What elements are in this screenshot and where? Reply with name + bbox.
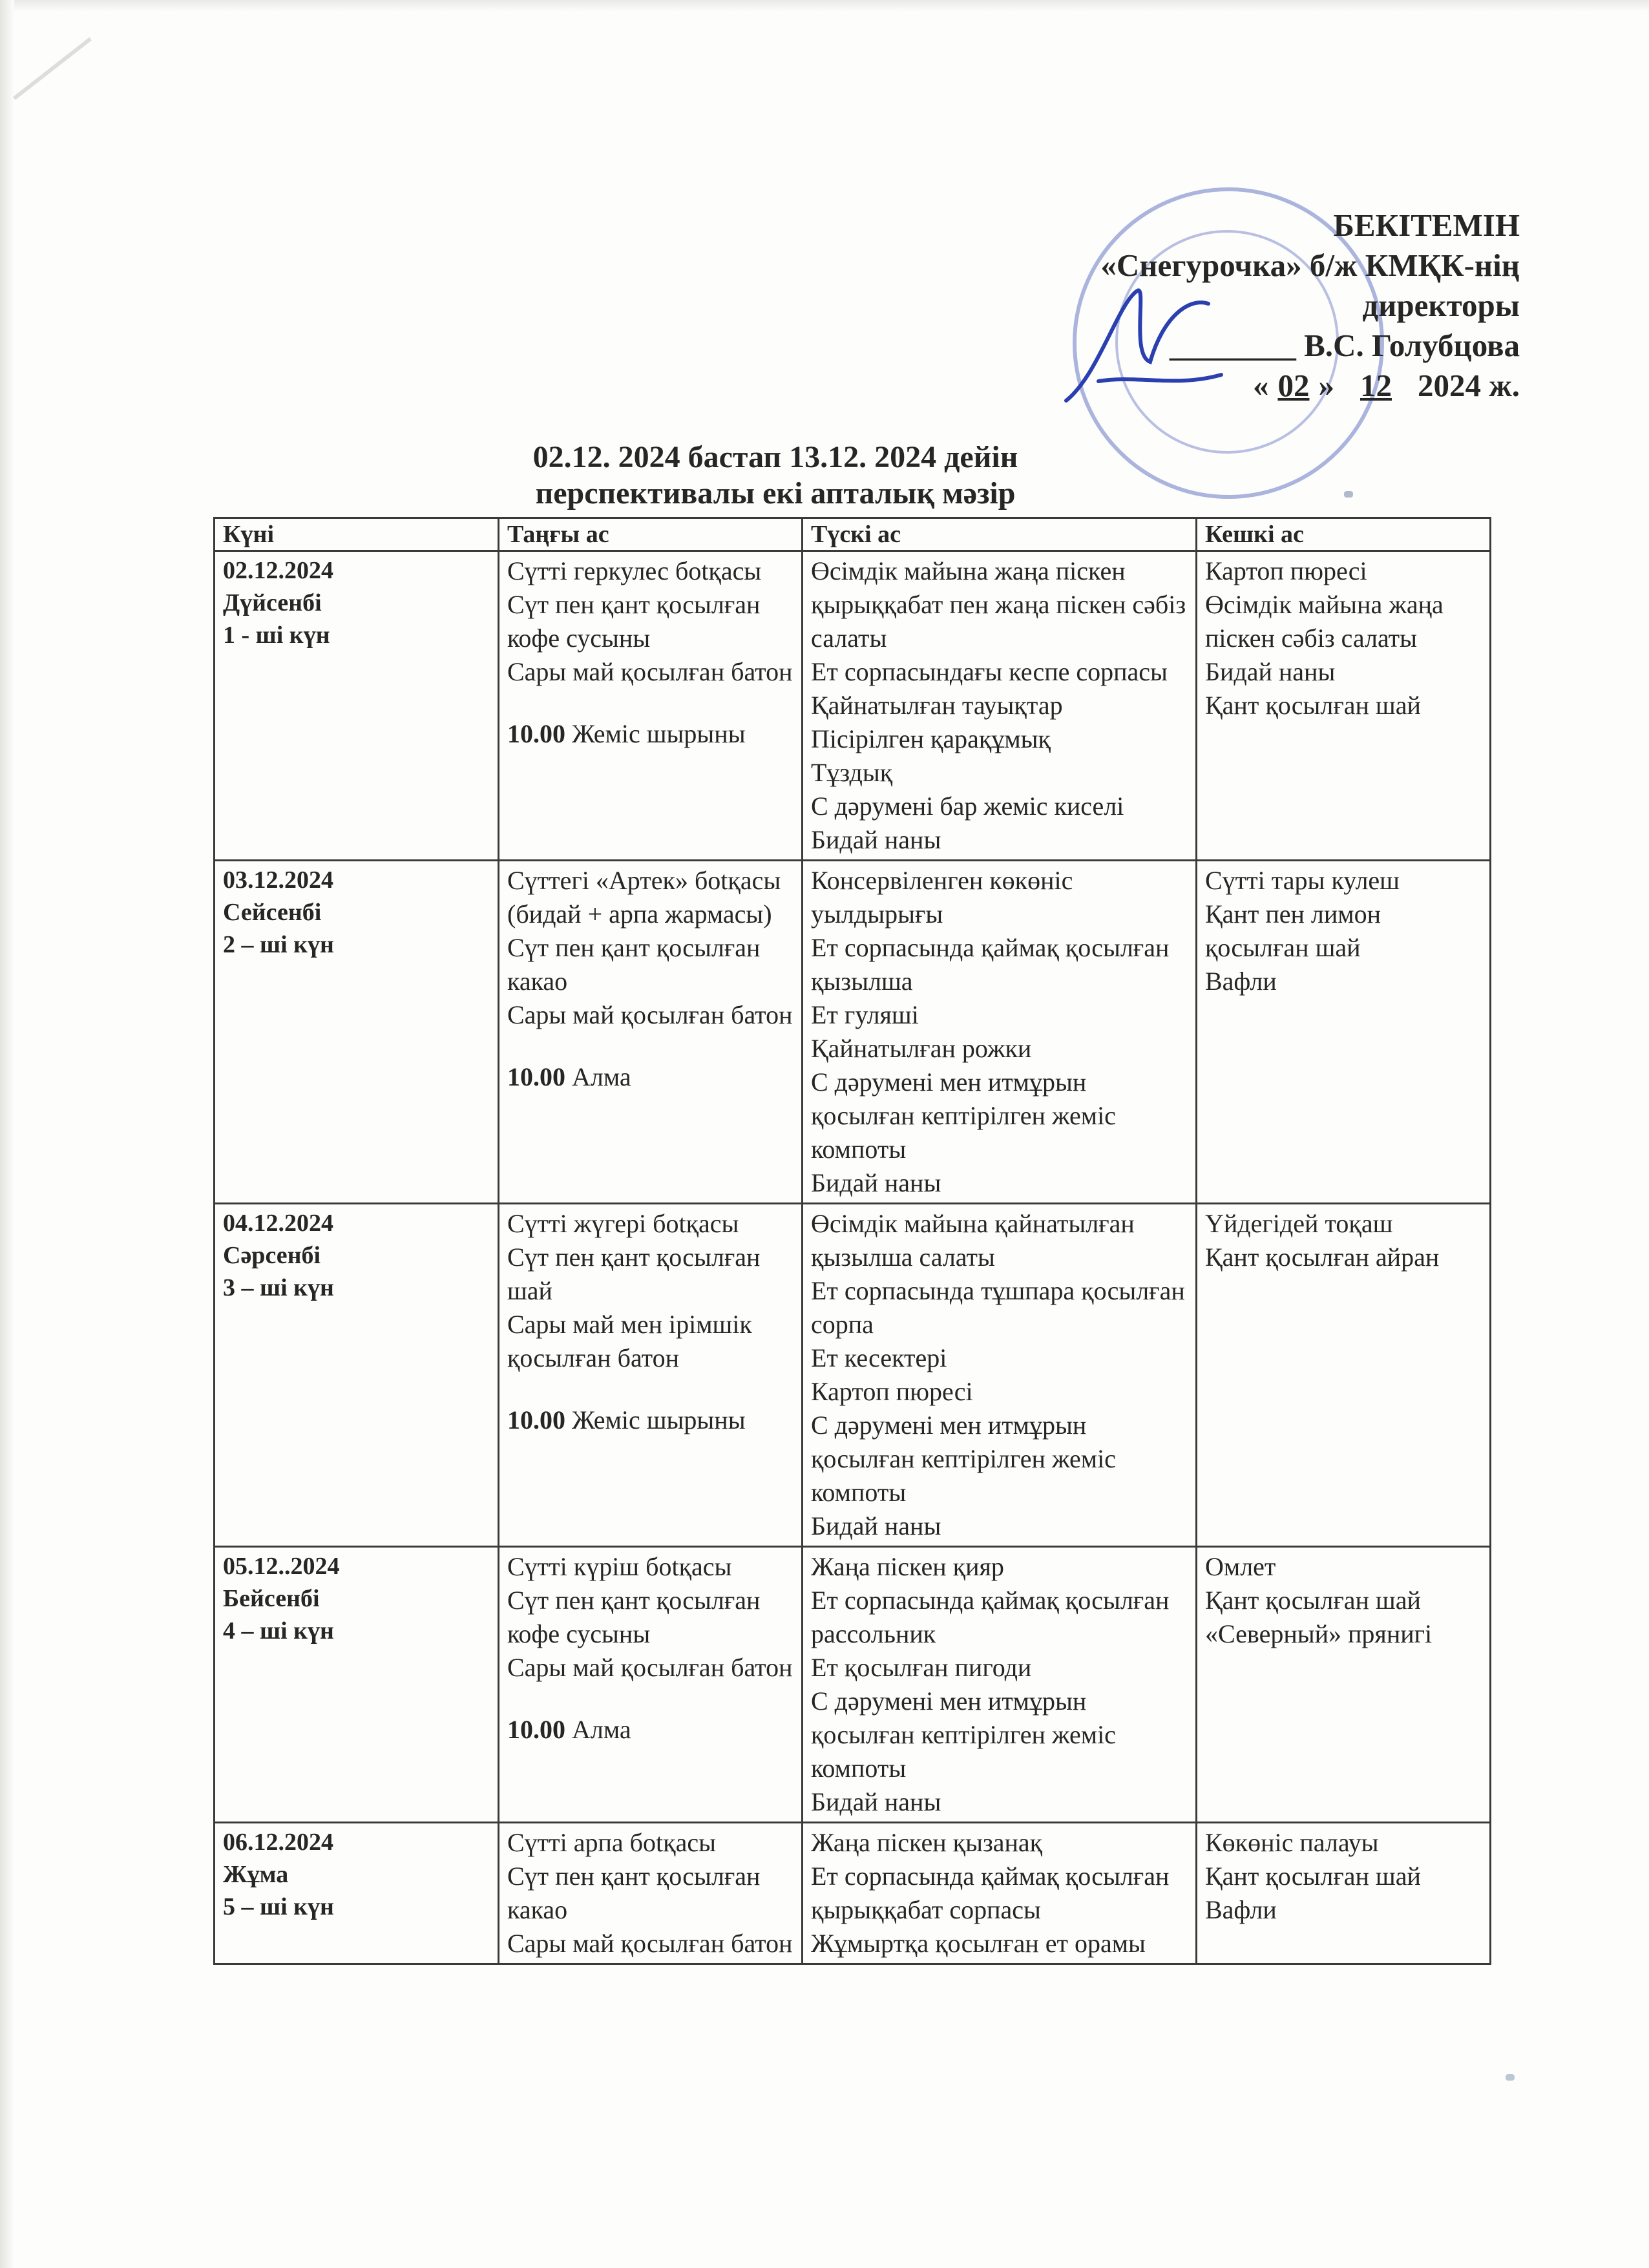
- title-line-2: перспективалы екі апталық мәзір: [535, 476, 1016, 510]
- breakfast-item: Сүт пен қант қосылған кофе сусыны: [507, 1586, 761, 1648]
- breakfast-item: Сүтті арпа боtқасы: [507, 1828, 716, 1857]
- header-day: Күні: [215, 518, 499, 551]
- dinner-item: Қант қосылған шай: [1205, 1586, 1421, 1615]
- breakfast-item: Сүт пен қант қосылған какао: [507, 1862, 761, 1924]
- lunch-cell: [803, 1547, 1197, 1823]
- lunch-item: Ет гуляші: [811, 1000, 919, 1029]
- lunch-item: Ет сорпасында қаймақ қосылған қызылша: [811, 933, 1170, 996]
- snack-time: 10.00: [507, 719, 565, 748]
- dinner-item: «Северный» прянигі: [1205, 1619, 1433, 1648]
- dinner-item: Омлет: [1205, 1552, 1276, 1581]
- lunch-item: Пісірілген қарақұмық: [811, 724, 1051, 753]
- lunch-item: Өсімдік майына жаңа піскен қырыққабат пен жаңа піскен сәбіз салаты: [811, 556, 1186, 653]
- lunch-cell: [803, 551, 1197, 861]
- breakfast-item: Сары май мен ірімшік қосылған батон: [507, 1310, 752, 1372]
- approval-month: 12: [1360, 368, 1392, 403]
- dinner-item: Өсімдік майына жаңа піскен сәбіз салаты: [1205, 590, 1444, 653]
- approval-heading: БЕКІТЕМІН: [1333, 207, 1520, 243]
- dinner-cell: [1197, 1823, 1491, 1964]
- spacer: [507, 1685, 793, 1713]
- spacer: [507, 1032, 793, 1060]
- dinner-item: Қант пен лимон қосылған шай: [1205, 899, 1381, 962]
- day-date: 03.12.2024: [223, 866, 333, 894]
- day-weekday: Сейсенбі: [223, 899, 322, 926]
- dinner-item: Қант қосылған шай: [1205, 691, 1421, 720]
- lunch-item: Картоп пюресі: [811, 1377, 973, 1406]
- breakfast-item: Сары май қосылған батон: [507, 657, 793, 686]
- dinner-item: Вафли: [1205, 1895, 1277, 1924]
- scan-edge-top: [0, 0, 1649, 12]
- scan-edge-left: [0, 0, 14, 2268]
- dinner-item: Қант қосылған айран: [1205, 1243, 1440, 1272]
- day-weekday: Сәрсенбі: [223, 1242, 321, 1269]
- breakfast-item: Сүт пен қант қосылған какао: [507, 933, 761, 996]
- table-row: [215, 1823, 1491, 1964]
- approval-date: « 02 » 12 2024 ж.: [1252, 368, 1520, 403]
- breakfast-cell: [499, 1204, 803, 1547]
- dinner-item: Бидай наны: [1205, 657, 1336, 686]
- snack-item: [507, 717, 793, 751]
- lunch-item: Қайнатылған рожки: [811, 1034, 1032, 1063]
- lunch-item: Бидай наны: [811, 825, 941, 854]
- day-cell: [215, 1204, 499, 1547]
- day-day-no: 1 - ші күн: [223, 622, 330, 649]
- lunch-item: Ет қосылған пигоди: [811, 1653, 1032, 1682]
- spacer: [507, 689, 793, 717]
- table-row: [215, 1547, 1491, 1823]
- scan-speck: [1506, 2074, 1515, 2081]
- day-cell: [215, 1547, 499, 1823]
- dinner-item: Сүтті тары кулеш: [1205, 866, 1400, 895]
- header-breakfast: Таңғы ас: [499, 518, 803, 551]
- dinner-item: Қант қосылған шай: [1205, 1862, 1421, 1891]
- lunch-item: Ет сорпасында қаймақ қосылған рассольник: [811, 1586, 1170, 1648]
- lunch-item: Ет сорпасындағы кеспе сорпасы: [811, 657, 1168, 686]
- lunch-item: Бидай наны: [811, 1511, 941, 1540]
- breakfast-item: Сары май қосылған батон: [507, 1929, 793, 1958]
- lunch-item: С дәрумені мен итмұрын қосылған кептірілген жеміс компоты: [811, 1067, 1116, 1164]
- snack-item: [507, 1060, 793, 1094]
- breakfast-item: Сүтті геркулес боtқасы: [507, 556, 762, 585]
- dinner-cell: [1197, 1204, 1491, 1547]
- lunch-item: С дәрумені мен итмұрын қосылған кептірілген жеміс компоты: [811, 1411, 1116, 1507]
- lunch-item: Ет кесектері: [811, 1343, 947, 1372]
- snack-item: [507, 1403, 793, 1437]
- approval-block: [1100, 205, 1520, 406]
- header-dinner: Кешкі ас: [1197, 518, 1491, 551]
- day-date: 06.12.2024: [223, 1829, 333, 1856]
- breakfast-item: Сары май қосылған батон: [507, 1000, 793, 1029]
- day-day-no: 3 – ші күн: [223, 1274, 334, 1301]
- approval-position: директоры: [1362, 288, 1520, 323]
- page-title: [452, 439, 1098, 512]
- dinner-item: Көкөніс палауы: [1205, 1828, 1379, 1857]
- snack-item: [507, 1713, 793, 1747]
- lunch-item: Консервіленген көкөніс уылдырығы: [811, 866, 1073, 929]
- breakfast-item: Сүт пен қант қосылған шай: [507, 1243, 761, 1305]
- breakfast-cell: [499, 551, 803, 861]
- breakfast-item: Сүт пен қант қосылған кофе сусыны: [507, 590, 761, 653]
- approval-name: ________ В.С. Голубцова: [1169, 328, 1520, 363]
- dinner-item: Вафли: [1205, 967, 1277, 996]
- table-header-row: [215, 518, 1491, 551]
- lunch-item: Жаңа піскен қияр: [811, 1552, 1004, 1581]
- breakfast-cell: [499, 861, 803, 1204]
- lunch-item: Ет сорпасында қаймақ қосылған қырыққабат сорпасы: [811, 1862, 1170, 1924]
- breakfast-cell: [499, 1547, 803, 1823]
- lunch-item: Бидай наны: [811, 1787, 941, 1816]
- day-weekday: Бейсенбі: [223, 1585, 320, 1612]
- lunch-item: Өсімдік майына қайнатылған қызылша салаты: [811, 1209, 1135, 1272]
- lunch-item: Бидай наны: [811, 1168, 941, 1197]
- lunch-item: Жаңа піскен қызанақ: [811, 1828, 1043, 1857]
- snack-name: Алма: [572, 1715, 631, 1744]
- dinner-cell: [1197, 861, 1491, 1204]
- lunch-item: Жұмыртқа қосылған ет орамы: [811, 1929, 1146, 1958]
- header-lunch: Түскі ас: [803, 518, 1197, 551]
- dinner-cell: [1197, 551, 1491, 861]
- snack-time: 10.00: [507, 1062, 565, 1091]
- snack-time: 10.00: [507, 1405, 565, 1434]
- lunch-item: С дәрумені бар жеміс киселі: [811, 792, 1124, 821]
- approval-org: «Снегурочка» б/ж КМҚК-нің: [1100, 247, 1520, 283]
- scan-speck: [1344, 491, 1353, 498]
- table-row: [215, 1204, 1491, 1547]
- day-day-no: 2 – ші күн: [223, 931, 334, 958]
- breakfast-cell: [499, 1823, 803, 1964]
- breakfast-item: Сүтті жүгері боtқасы: [507, 1209, 739, 1238]
- lunch-cell: [803, 861, 1197, 1204]
- snack-time: 10.00: [507, 1715, 565, 1744]
- snack-name: Жеміс шырыны: [572, 719, 746, 748]
- day-cell: [215, 861, 499, 1204]
- spacer: [507, 1375, 793, 1403]
- day-weekday: Дүйсенбі: [223, 589, 322, 616]
- approval-day: 02: [1277, 368, 1310, 403]
- day-date: 04.12.2024: [223, 1210, 333, 1237]
- lunch-item: С дәрумені мен итмұрын қосылған кептірілген жеміс компоты: [811, 1686, 1116, 1783]
- day-date: 02.12.2024: [223, 557, 333, 584]
- dinner-item: Картоп пюресі: [1205, 556, 1367, 585]
- breakfast-item: Сүтті күріш боtқасы: [507, 1552, 732, 1581]
- breakfast-item: Сүттегі «Артек» боtқасы (бидай + арпа жармасы): [507, 866, 781, 929]
- lunch-cell: [803, 1204, 1197, 1547]
- lunch-item: Қайнатылған тауықтар: [811, 691, 1063, 720]
- day-cell: [215, 1823, 499, 1964]
- day-day-no: 4 – ші күн: [223, 1617, 334, 1644]
- menu-table: [213, 517, 1491, 1965]
- title-line-1: 02.12. 2024 бастап 13.12. 2024 дейін: [532, 440, 1018, 474]
- day-day-no: 5 – ші күн: [223, 1893, 334, 1920]
- day-cell: [215, 551, 499, 861]
- approval-year: 2024 ж.: [1417, 368, 1520, 403]
- breakfast-item: Сары май қосылған батон: [507, 1653, 793, 1682]
- snack-name: Жеміс шырыны: [572, 1405, 746, 1434]
- snack-name: Алма: [572, 1062, 631, 1091]
- dinner-cell: [1197, 1547, 1491, 1823]
- day-date: 05.12..2024: [223, 1553, 340, 1580]
- table-row: [215, 861, 1491, 1204]
- lunch-cell: [803, 1823, 1197, 1964]
- scan-streak: [13, 37, 92, 100]
- table-row: [215, 551, 1491, 861]
- lunch-item: Тұздық: [811, 758, 893, 787]
- lunch-item: Ет сорпасында тұшпара қосылған сорпа: [811, 1276, 1185, 1339]
- dinner-item: Үйдегідей тоқаш: [1205, 1209, 1393, 1238]
- day-weekday: Жұма: [223, 1861, 289, 1888]
